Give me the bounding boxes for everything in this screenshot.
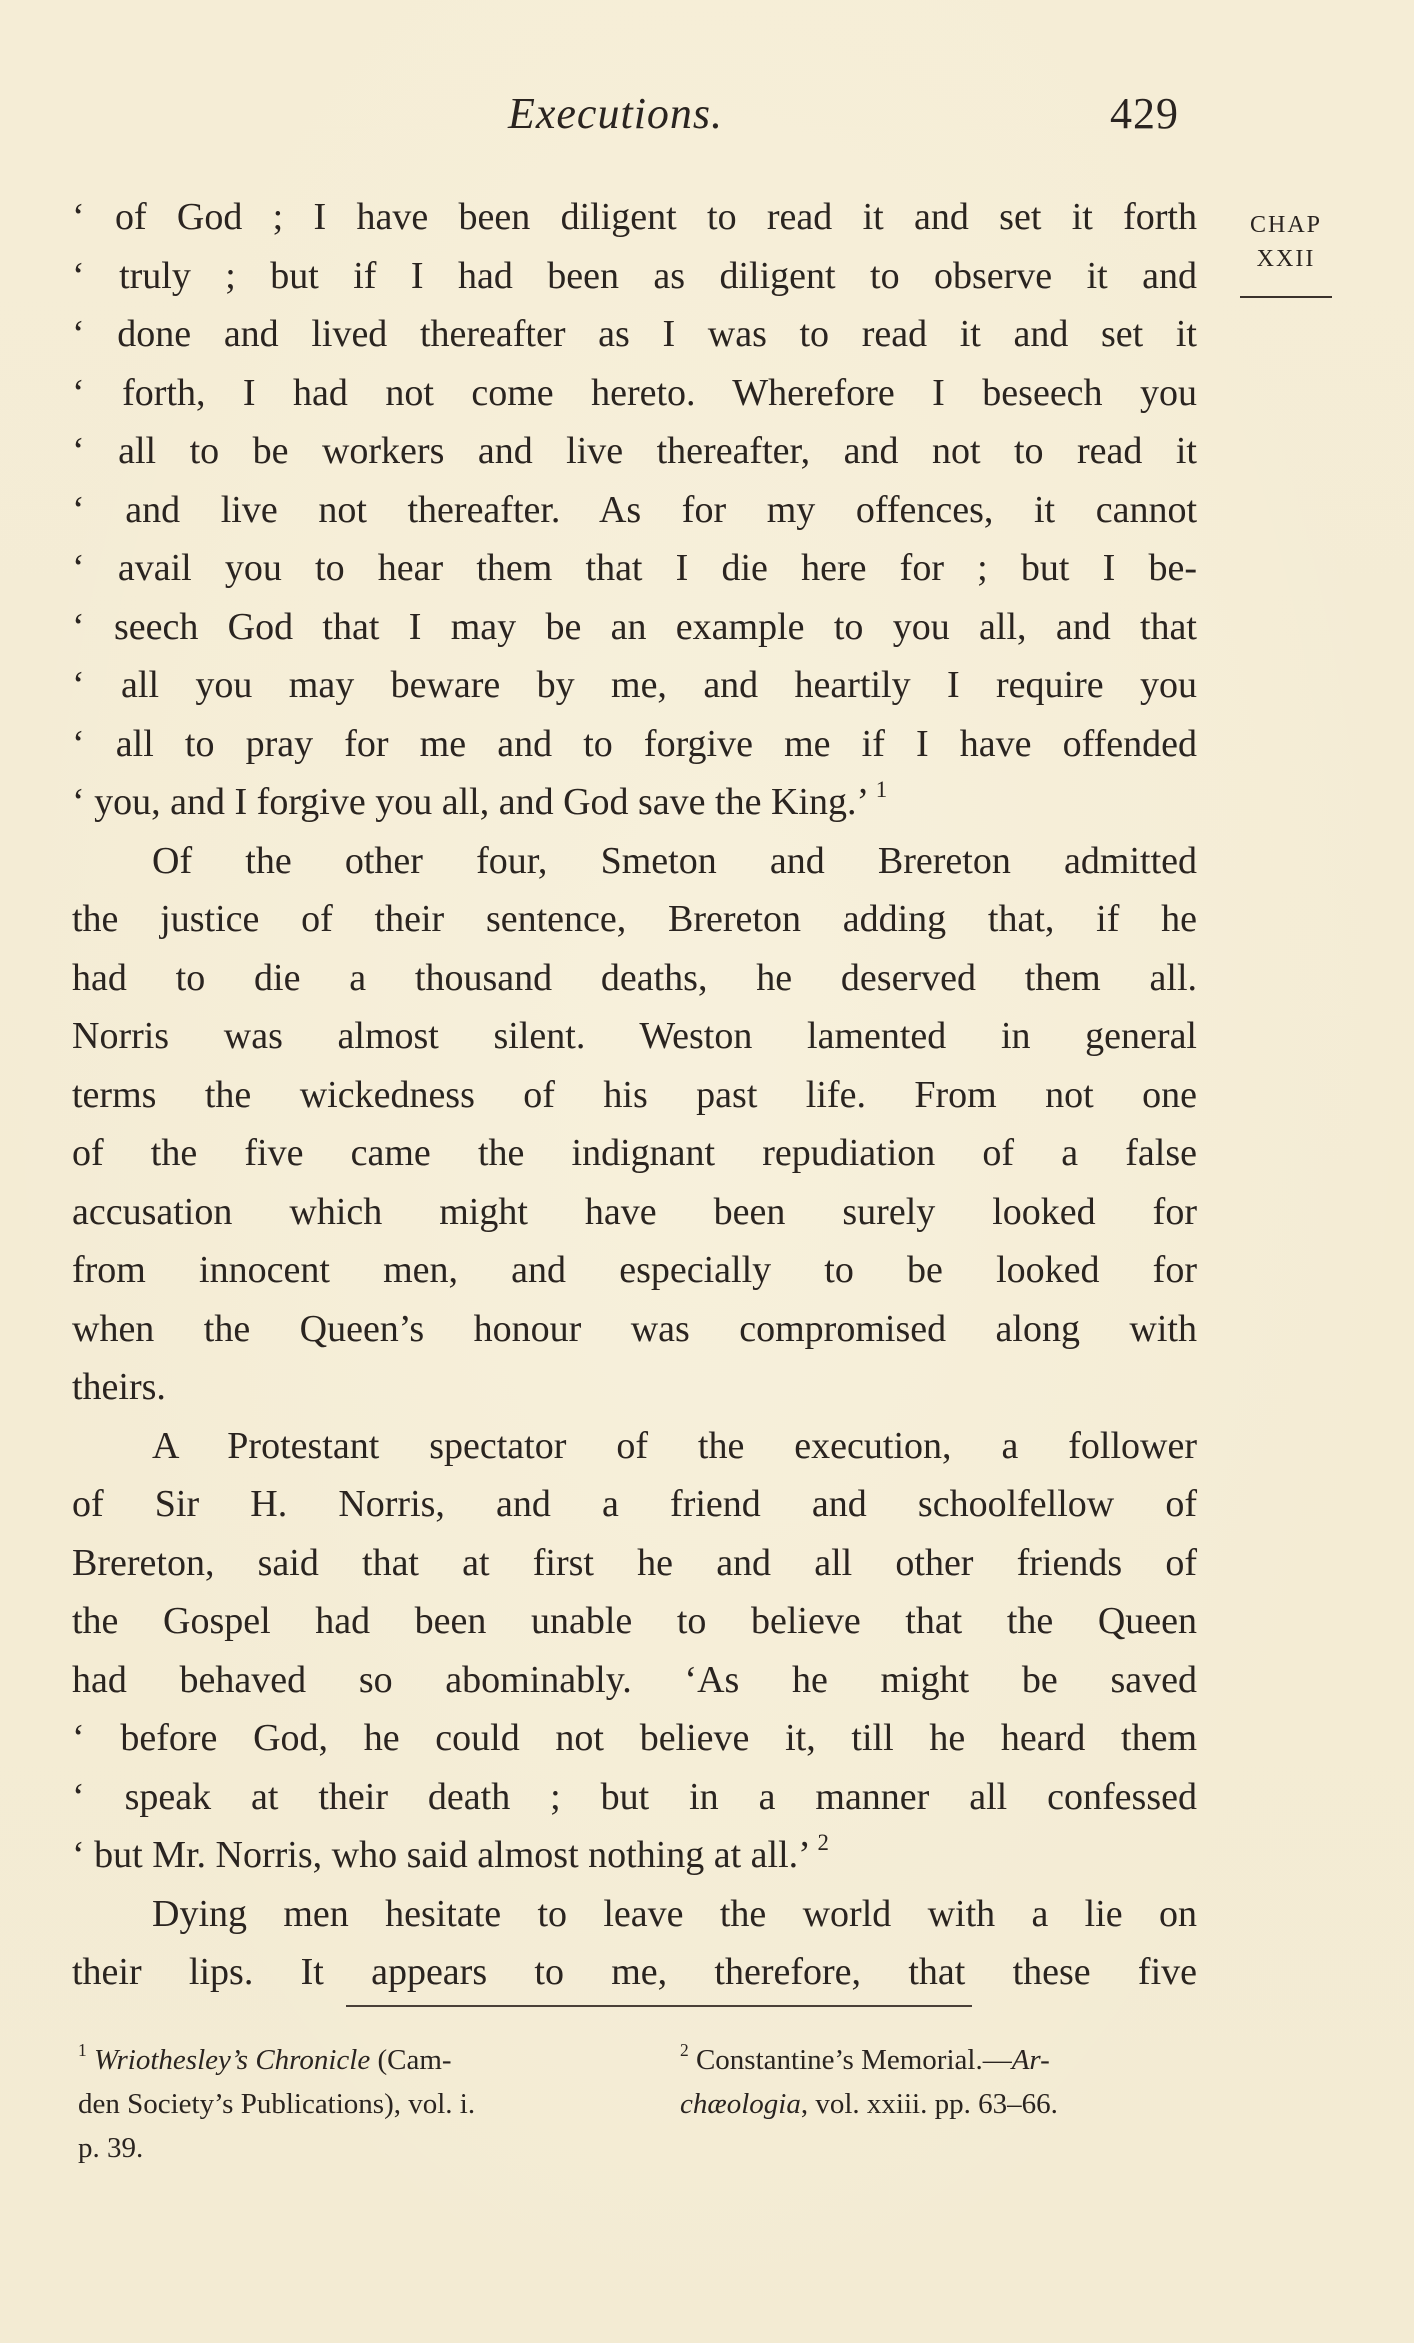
footnote-marker: 1: [78, 2039, 87, 2060]
footnote-text: , vol. xxiii. pp. 63–66.: [800, 2088, 1058, 2120]
chapter-label-number: XXII: [1256, 246, 1316, 272]
text-line-with-footnote: [72, 773, 1197, 832]
text-line: ‘ and live not thereafter. As for my offences, it cannot: [72, 488, 1197, 531]
text-line: Brereton, said that at first he and all other friends of: [72, 1541, 1197, 1584]
footnote-source-title: chæologia: [680, 2088, 801, 2120]
text-line: ‘ of God ; I have been diligent to read it and set it forth: [72, 196, 1197, 238]
text-line-content: ‘ you, and I forgive you all, and God save the King.’: [72, 781, 867, 823]
chapter-rule: [1240, 296, 1332, 298]
footnote-source-title: Wriothesley’s Chronicle: [93, 2044, 371, 2076]
text-line: ‘ all to pray for me and to forgive me if I have offended: [72, 722, 1197, 765]
text-line: had to die a thousand deaths, he deserved them all.: [72, 956, 1197, 999]
footnote-text: Constantine’s Memorial.—: [695, 2044, 1012, 2076]
text-line: of Sir H. Norris, and a friend and schoolfellow of: [72, 1483, 1197, 1525]
text-line: the justice of their sentence, Brereton adding that, if he: [72, 898, 1197, 940]
text-line: the Gospel had been unable to believe that the Queen: [72, 1600, 1197, 1642]
footnote-marker: 2: [680, 2039, 689, 2060]
footnote-rule: [346, 2005, 972, 2007]
text-line: ‘ speak at their death ; but in a manner all confessed: [72, 1775, 1197, 1818]
footnote-2: [680, 2038, 1210, 2126]
text-line: ‘ seech God that I may be an example to you all, and that: [72, 605, 1197, 648]
running-title: Executions.: [508, 89, 724, 138]
text-line: accusation which might have been surely looked for: [72, 1190, 1197, 1233]
chapter-label: [1240, 208, 1332, 276]
footnote-reference-1: 1: [875, 776, 888, 802]
footnote-1: [78, 2038, 648, 2170]
text-line: had behaved so abominably. ‘As he might be saved: [72, 1658, 1197, 1701]
text-line: Of the other four, Smeton and Brereton admitted: [152, 839, 1197, 882]
text-line: ‘ avail you to hear them that I die here for ; but I be-: [72, 547, 1197, 589]
footnote-line: den Society’s Publications), vol. i.: [78, 2088, 476, 2120]
text-line: ‘ forth, I had not come hereto. Wherefore I beseech you: [72, 371, 1197, 414]
footnote-line: [680, 2038, 1210, 2082]
footnote-text: (Cam-: [377, 2044, 452, 2076]
text-line-with-footnote: [72, 1826, 1197, 1885]
text-line-content: ‘ but Mr. Norris, who said almost nothing at all.’: [72, 1834, 808, 1876]
text-line: of the five came the indignant repudiation of a false: [72, 1132, 1197, 1174]
footnote-line: p. 39.: [78, 2132, 144, 2164]
text-line: from innocent men, and especially to be looked for: [72, 1249, 1197, 1291]
text-line: Dying men hesitate to leave the world with a lie on: [152, 1892, 1197, 1935]
text-line: their lips. It appears to me, therefore, that these five: [72, 1951, 1197, 1993]
text-line: ‘ done and lived thereafter as I was to read it and set it: [72, 313, 1197, 355]
text-line: A Protestant spectator of the execution, a follower: [152, 1424, 1197, 1467]
page-number: 429: [1110, 89, 1179, 138]
text-line: terms the wickedness of his past life. From not one: [72, 1073, 1197, 1116]
text-line: ‘ before God, he could not believe it, till he heard them: [72, 1717, 1197, 1759]
body-text: [72, 188, 1197, 2002]
text-line: ‘ all you may beware by me, and heartily I require you: [72, 664, 1197, 706]
footnote-line: [680, 2082, 1210, 2126]
chapter-label-word: CHAP: [1249, 212, 1323, 238]
text-line: ‘ truly ; but if I had been as diligent to observe it and: [72, 254, 1197, 297]
text-line: Norris was almost silent. Weston lamented in general: [72, 1015, 1197, 1057]
text-line: ‘ all to be workers and live thereafter, and not to read it: [72, 430, 1197, 472]
text-line: when the Queen’s honour was compromised along with: [72, 1307, 1197, 1350]
text-line: theirs.: [72, 1366, 166, 1408]
footnote-reference-2: 2: [817, 1829, 829, 1855]
footnote-line: [78, 2038, 648, 2082]
footnote-source-title: Ar-: [1011, 2044, 1050, 2076]
